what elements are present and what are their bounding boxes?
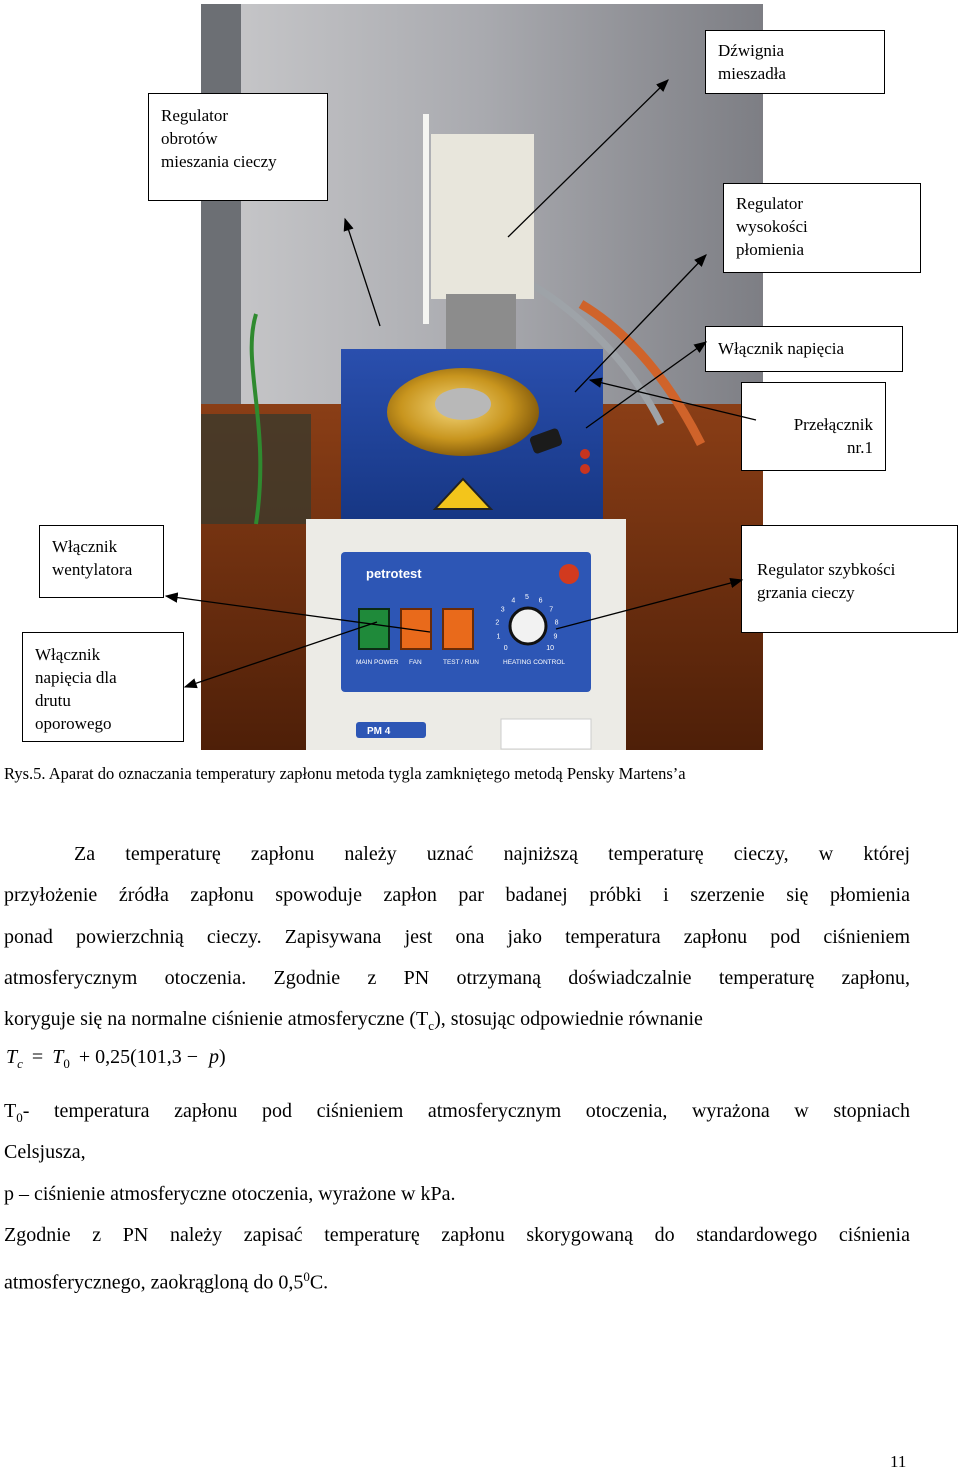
- arrow-obrotow: [345, 219, 380, 326]
- formula-T: T: [6, 1046, 18, 1068]
- def-t0-line: [4, 1091, 910, 1132]
- dial-number: 2: [495, 619, 500, 627]
- paragraph-1-line-3: ponad powierzchnią cieczy. Zapisywana jest ona jako temperatura zapłonu pod ciśnieniem: [4, 925, 910, 948]
- def-p-line: p – ciśnienie atmosferyczne otoczenia, wyrażone w kPa.: [4, 1182, 456, 1205]
- page-number: 11: [890, 1452, 907, 1471]
- formula-close: ): [219, 1046, 226, 1068]
- closing-line-2-b: C.: [309, 1271, 329, 1294]
- def-t0-text: - temperatura zapłonu pod ciśnieniem atmosferycznym otoczenia, wyrażona w stopniach: [22, 1100, 910, 1122]
- tc-subscript: c: [428, 1018, 435, 1034]
- formula-zero: 0: [63, 1056, 70, 1071]
- correction-formula: [6, 1046, 226, 1072]
- arrow-napiecia: [586, 342, 706, 428]
- photo-model: PM 4: [367, 726, 391, 737]
- label-regulator-obrotow: Regulator obrotów mieszania cieczy: [148, 93, 328, 201]
- def-t0-symbol: T: [4, 1100, 17, 1122]
- definitions: [4, 1091, 910, 1297]
- dial-number: 1: [496, 633, 501, 641]
- paragraph-1-line-4: atmosferycznym otoczenia. Zgodnie z PN otrzymaną doświadczalnie temperaturę zapłonu,: [4, 966, 910, 989]
- label-regulator-szybkosci: Regulator szybkości grzania cieczy: [741, 525, 958, 633]
- dial-number: 8: [554, 619, 559, 627]
- arrow-szybkosci: [556, 580, 742, 629]
- dial-number: 0: [503, 645, 508, 653]
- paragraph-1-line-5-b: ), stosując odpowiednie równanie: [434, 1008, 703, 1031]
- paragraph-1-line-5-a: koryguje się na normalne ciśnienie atmosferyczne (T: [4, 1008, 429, 1031]
- closing-line-2-a: atmosferycznego, zaokrągloną do 0,5: [4, 1271, 304, 1294]
- arrow-wentylatora: [166, 596, 430, 632]
- figure-caption: Rys.5. Aparat do oznaczania temperatury zapłonu metoda tygla zamkniętego metodą Pensky Martens’a: [4, 764, 686, 783]
- formula-p: p: [209, 1046, 220, 1068]
- formula-rest: + 0,25(101,3 −: [78, 1046, 199, 1068]
- paragraph-1-line-5: [4, 999, 910, 1040]
- photo-brand: petrotest: [366, 566, 422, 581]
- closing-line-2: [4, 1256, 910, 1297]
- dial-number: 3: [500, 606, 505, 614]
- label-wlacznik-napiecia: Włącznik napięcia: [705, 326, 903, 372]
- paragraph-1-line-1: Za temperaturę zapłonu należy uznać najniższą temperaturę cieczy, w której: [74, 843, 910, 865]
- label-wlacznik-drutu: Włącznik napięcia dla drutu oporowego: [22, 632, 184, 742]
- photo-heating-label: HEATING CONTROL: [503, 659, 565, 666]
- def-t0-subscript: 0: [16, 1110, 23, 1125]
- photo-fan-label: FAN: [409, 659, 422, 666]
- label-dzwignia-mieszadla: Dźwignia mieszadła: [705, 30, 885, 94]
- dial-number: 4: [511, 597, 516, 605]
- arrow-wysokosci: [575, 255, 706, 392]
- photo-main-power-label: MAIN POWER: [356, 659, 399, 666]
- arrow-drutu: [185, 622, 377, 687]
- formula-equals: =: [31, 1046, 44, 1068]
- def-t0-continued: Celsjusza,: [4, 1141, 86, 1164]
- dial-number: 6: [538, 597, 543, 605]
- arrow-dzwignia: [508, 80, 668, 237]
- label-przelacznik: Przełącznik nr.1: [741, 382, 886, 471]
- arrow-przelacznik: [590, 380, 756, 420]
- closing-line-1: Zgodnie z PN należy zapisać temperaturę zapłonu skorygowaną do standardowego ciśnienia: [4, 1223, 910, 1246]
- dial-number: 5: [525, 594, 529, 601]
- dial-number: 7: [549, 606, 554, 614]
- label-regulator-wysokosci: Regulator wysokości płomienia: [723, 183, 921, 273]
- degree-superscript: 0: [303, 1269, 310, 1285]
- dial-number: 10: [546, 645, 554, 653]
- dial-number: 9: [553, 633, 558, 641]
- formula-c: c: [17, 1056, 23, 1071]
- photo-test-run-label: TEST / RUN: [443, 659, 479, 666]
- label-wlacznik-wentylatora: Włącznik wentylatora: [39, 525, 164, 598]
- paragraph-1-line-2: przyłożenie źródła zapłonu spowoduje zapłon par badanej próbki i szerzenie się płomienia: [4, 884, 910, 907]
- paragraph-1: [4, 834, 910, 1040]
- formula-T0: T: [52, 1046, 64, 1068]
